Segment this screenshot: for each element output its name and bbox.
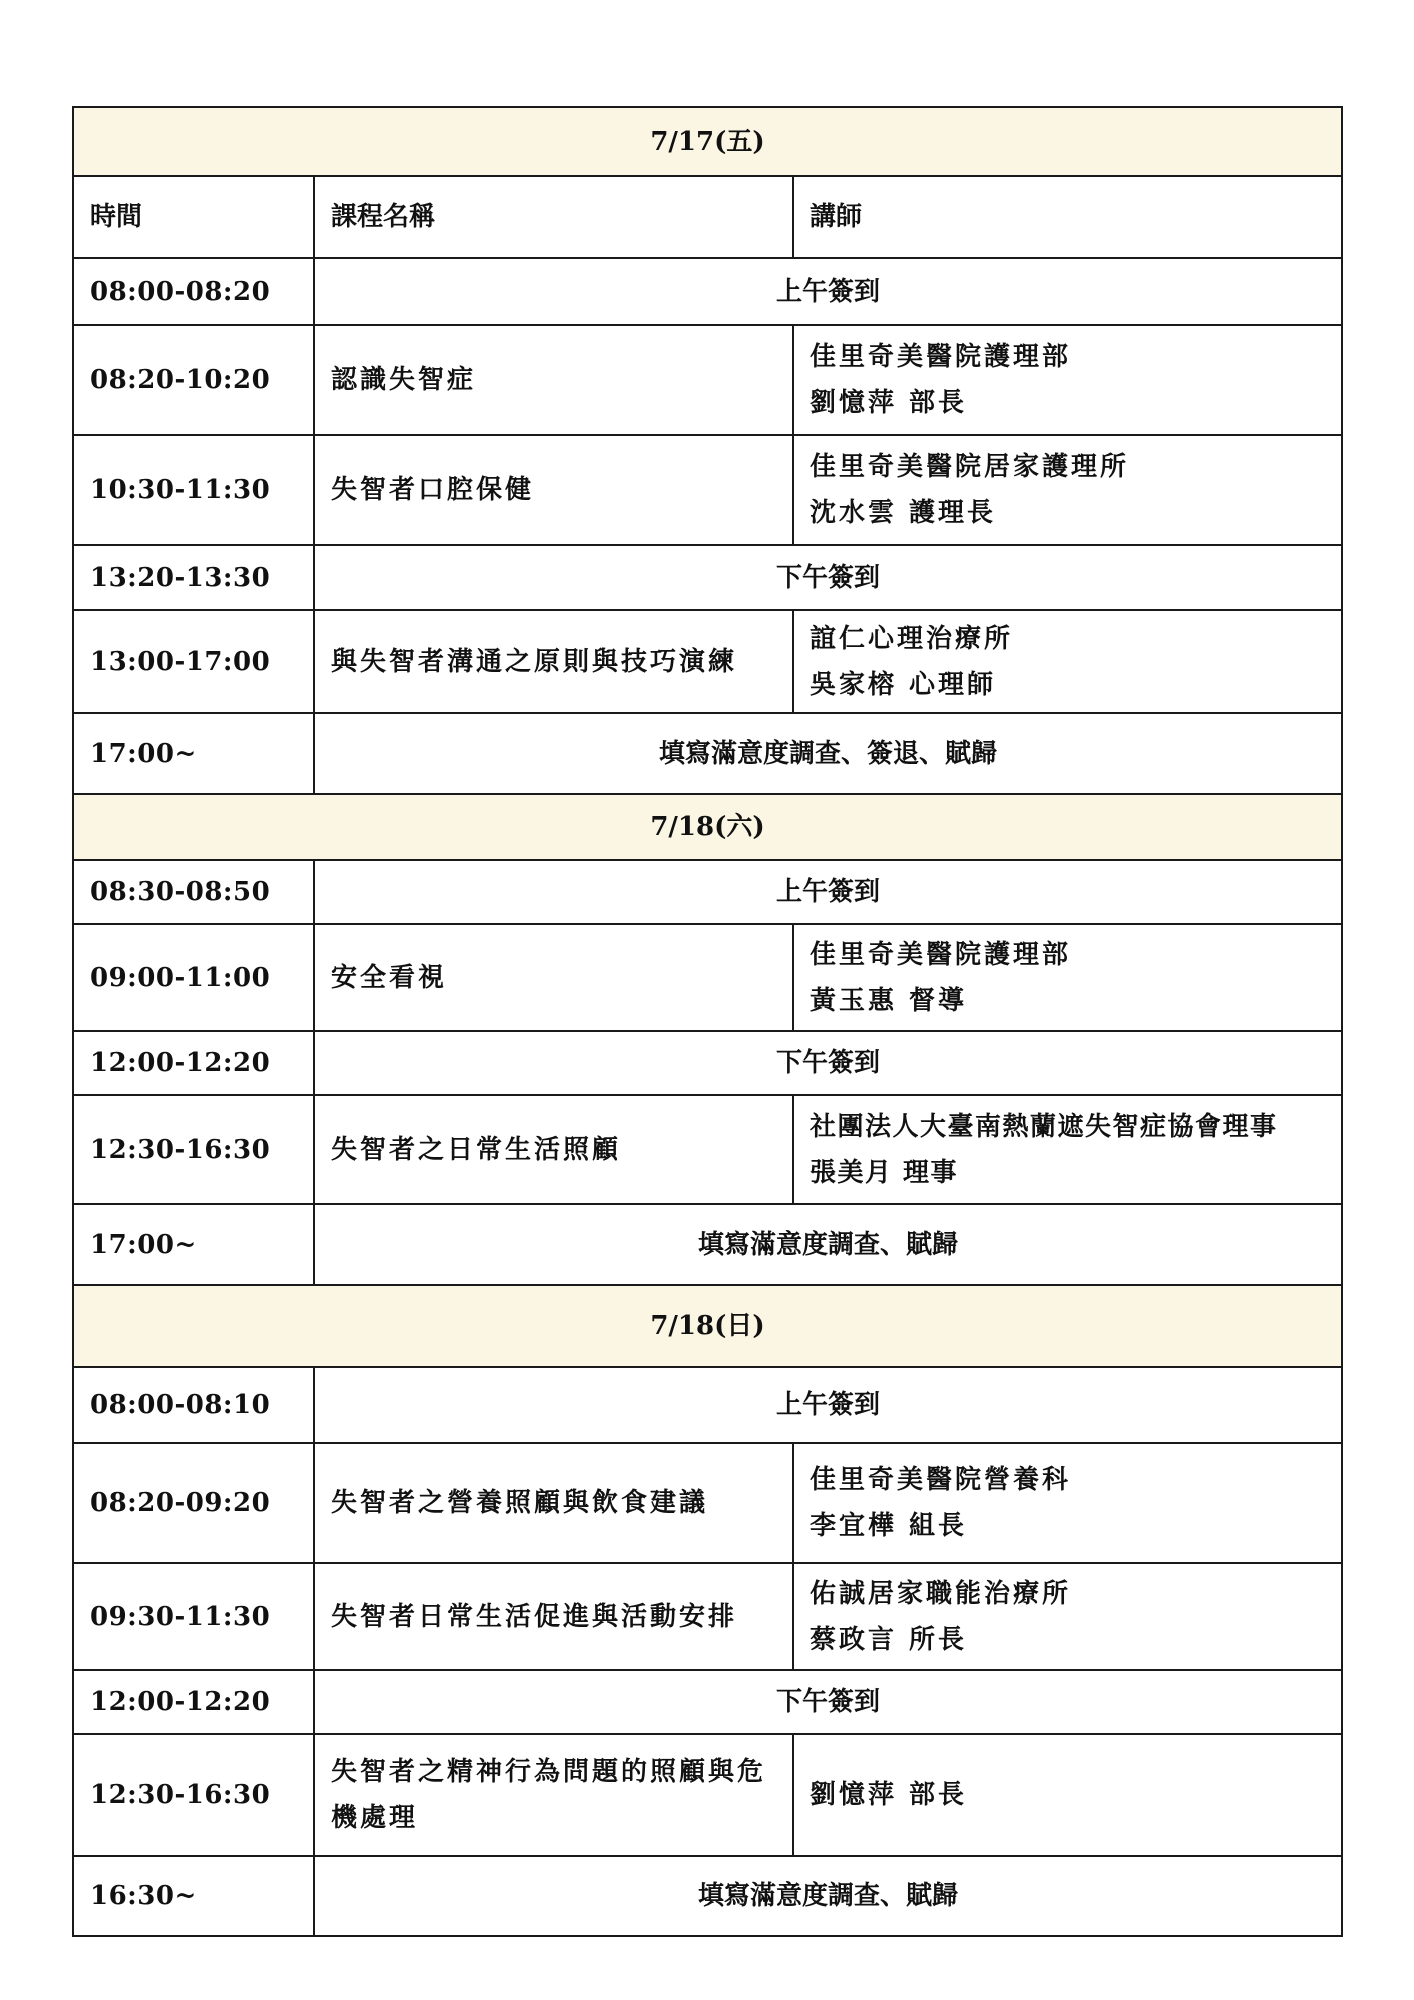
schedule-table <box>72 106 1343 1937</box>
time-cell: 12:30-16:30 <box>73 1095 314 1204</box>
teacher-name: 張美月 理事 <box>810 1157 959 1188</box>
time-cell: 12:00-12:20 <box>73 1031 314 1095</box>
time-cell: 13:20-13:30 <box>73 545 314 610</box>
course-cell: 認識失智症 <box>314 325 793 435</box>
span-cell: 填寫滿意度調查、簽退、賦歸 <box>314 713 1342 794</box>
table-row <box>73 1856 1342 1936</box>
teacher-org: 佑誠居家職能治療所 <box>810 1578 1072 1609</box>
table-row <box>73 1443 1342 1563</box>
day-date: 7/17(五) <box>73 107 1342 176</box>
course-line: 機處理 <box>331 1803 419 1833</box>
time-cell: 16:30~ <box>73 1856 314 1936</box>
teacher-cell <box>793 435 1342 545</box>
day-header-row <box>73 107 1342 176</box>
table-row <box>73 1204 1342 1285</box>
span-cell: 上午簽到 <box>314 1367 1342 1443</box>
table-row <box>73 258 1342 325</box>
table-row <box>73 610 1342 713</box>
header-teacher: 講師 <box>793 176 1342 258</box>
time-cell: 08:20-10:20 <box>73 325 314 435</box>
course-cell: 失智者之營養照顧與飲食建議 <box>314 1443 793 1563</box>
header-course: 課程名稱 <box>314 176 793 258</box>
course-cell: 安全看視 <box>314 924 793 1031</box>
table-row <box>73 435 1342 545</box>
teacher-cell <box>793 924 1342 1031</box>
teacher-org: 佳里奇美醫院營養科 <box>810 1465 1072 1495</box>
table-row <box>73 1031 1342 1095</box>
header-time: 時間 <box>73 176 314 258</box>
column-header-row <box>73 176 1342 258</box>
span-cell: 下午簽到 <box>314 545 1342 610</box>
time-cell: 08:20-09:20 <box>73 1443 314 1563</box>
table-row <box>73 1095 1342 1204</box>
table-row <box>73 713 1342 794</box>
time-cell: 17:00~ <box>73 1204 314 1285</box>
span-cell: 下午簽到 <box>314 1031 1342 1095</box>
day-date: 7/18(日) <box>73 1285 1342 1367</box>
time-cell: 08:00-08:10 <box>73 1367 314 1443</box>
day-header-row <box>73 794 1342 860</box>
time-cell: 12:00-12:20 <box>73 1670 314 1734</box>
teacher-name: 黃玉惠 督導 <box>810 985 968 1016</box>
course-cell: 失智者之日常生活照顧 <box>314 1095 793 1204</box>
teacher-name: 劉憶萍 部長 <box>810 1780 968 1810</box>
time-cell: 13:00-17:00 <box>73 610 314 713</box>
course-cell: 與失智者溝通之原則與技巧演練 <box>314 610 793 713</box>
teacher-org: 佳里奇美醫院護理部 <box>810 939 1072 970</box>
table-row <box>73 924 1342 1031</box>
course-cell <box>314 1734 793 1856</box>
table-row <box>73 1670 1342 1734</box>
teacher-org: 佳里奇美醫院護理部 <box>810 342 1072 372</box>
table-row <box>73 325 1342 435</box>
table-row <box>73 1734 1342 1856</box>
teacher-cell <box>793 1734 1342 1856</box>
teacher-name: 吳家榕 心理師 <box>810 669 997 700</box>
teacher-name: 蔡政言 所長 <box>810 1624 968 1655</box>
time-cell: 09:00-11:00 <box>73 924 314 1031</box>
time-cell: 10:30-11:30 <box>73 435 314 545</box>
day-date: 7/18(六) <box>73 794 1342 860</box>
teacher-org: 誼仁心理治療所 <box>810 623 1014 654</box>
span-cell: 填寫滿意度調查、賦歸 <box>314 1204 1342 1285</box>
time-cell: 08:30-08:50 <box>73 860 314 924</box>
time-cell: 17:00~ <box>73 713 314 794</box>
teacher-cell <box>793 1563 1342 1670</box>
teacher-org: 佳里奇美醫院居家護理所 <box>810 452 1130 482</box>
day-header-row <box>73 1285 1342 1367</box>
course-line: 失智者之精神行為問題的照顧與危 <box>331 1757 767 1787</box>
teacher-name: 劉憶萍 部長 <box>810 388 968 418</box>
span-cell: 填寫滿意度調查、賦歸 <box>314 1856 1342 1936</box>
time-cell: 09:30-11:30 <box>73 1563 314 1670</box>
course-cell: 失智者口腔保健 <box>314 435 793 545</box>
table-row <box>73 545 1342 610</box>
teacher-cell <box>793 1443 1342 1563</box>
teacher-org: 社團法人大臺南熱蘭遮失智症協會理事 <box>810 1111 1278 1142</box>
span-cell: 下午簽到 <box>314 1670 1342 1734</box>
time-cell: 12:30-16:30 <box>73 1734 314 1856</box>
teacher-cell <box>793 325 1342 435</box>
table-row <box>73 1367 1342 1443</box>
teacher-name: 沈水雲 護理長 <box>810 498 997 528</box>
teacher-cell <box>793 1095 1342 1204</box>
teacher-cell <box>793 610 1342 713</box>
table-row <box>73 860 1342 924</box>
span-cell: 上午簽到 <box>314 860 1342 924</box>
time-cell: 08:00-08:20 <box>73 258 314 325</box>
table-row <box>73 1563 1342 1670</box>
course-cell: 失智者日常生活促進與活動安排 <box>314 1563 793 1670</box>
span-cell: 上午簽到 <box>314 258 1342 325</box>
teacher-name: 李宜樺 組長 <box>810 1511 968 1541</box>
